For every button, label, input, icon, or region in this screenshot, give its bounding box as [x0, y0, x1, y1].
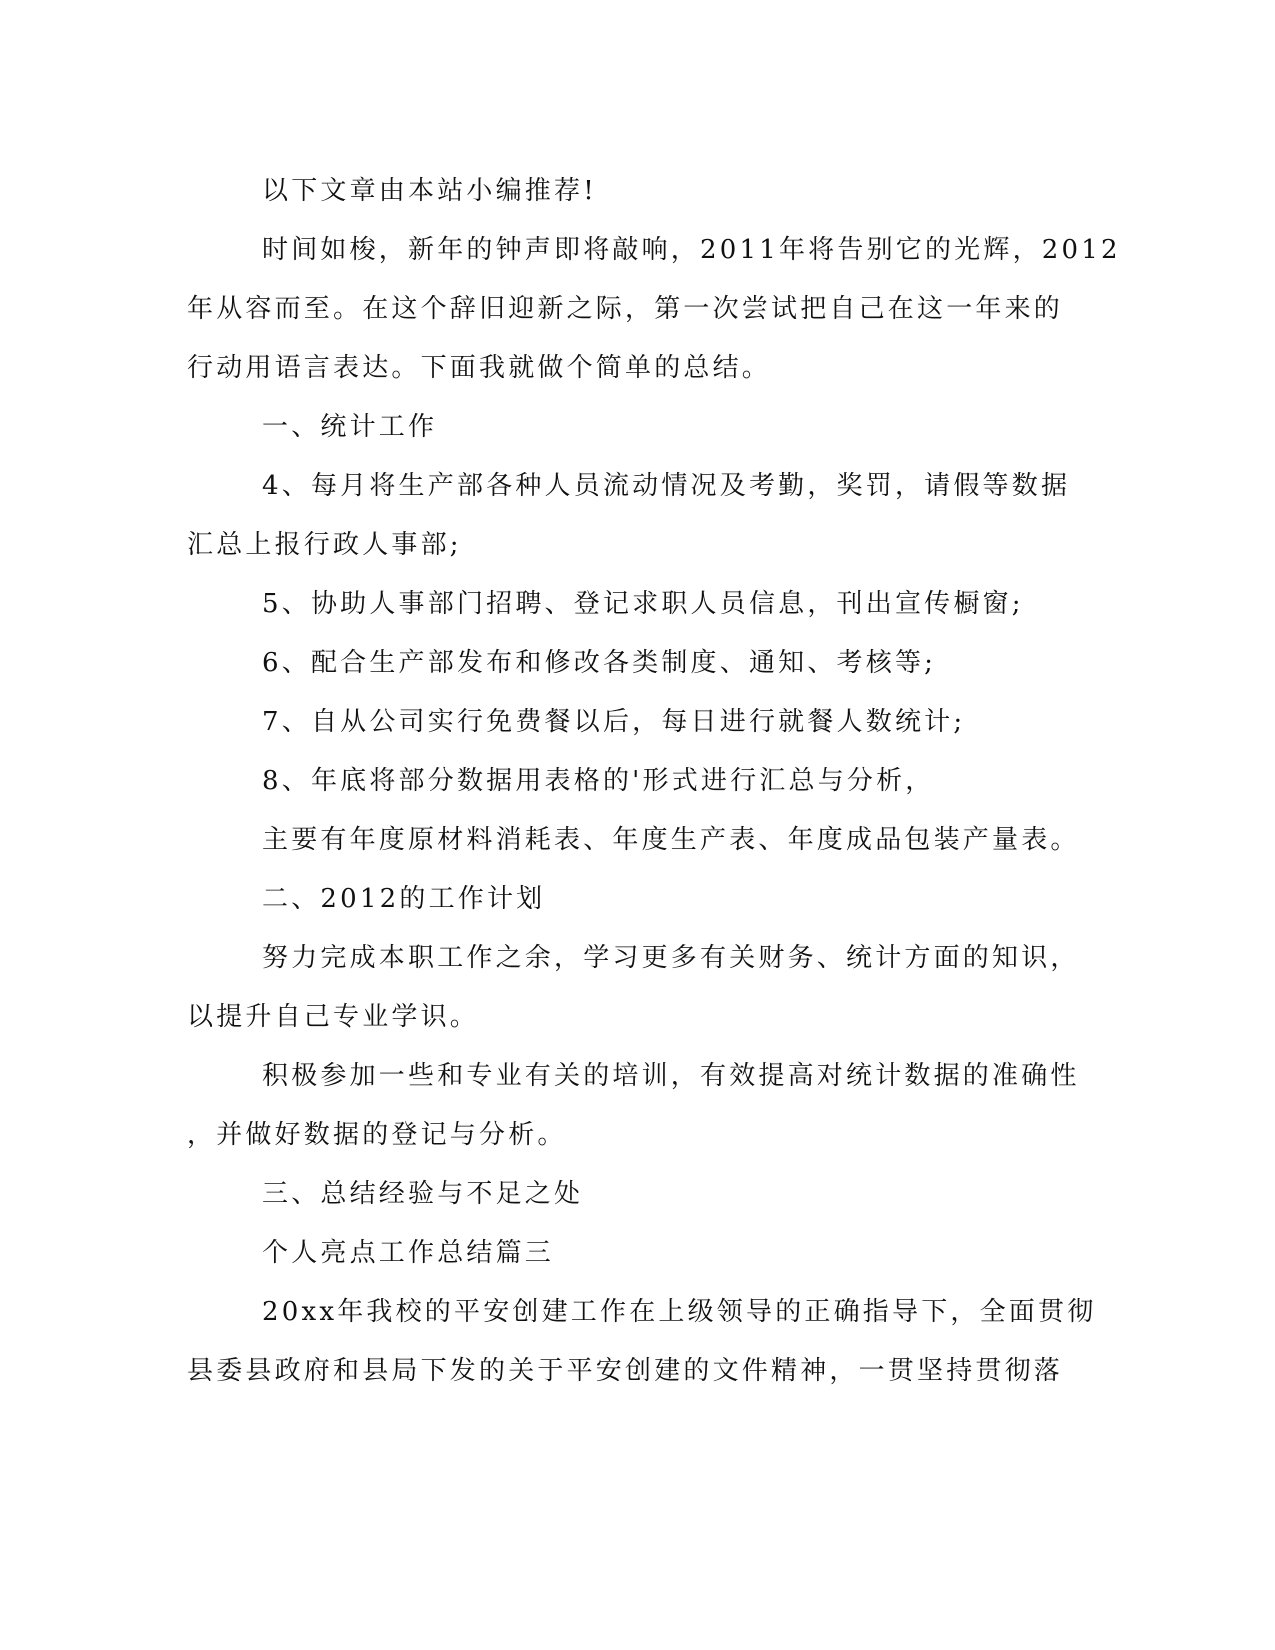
paragraph-line: 时间如梭，新年的钟声即将敲响，2011年将告别它的光辉，2012: [262, 235, 1121, 265]
document-body: [187, 162, 1121, 1401]
paragraph-line: 主要有年度原材料消耗表、年度生产表、年度成品包装产量表。: [262, 825, 1080, 855]
paragraph-line: 县委县政府和县局下发的关于平安创建的文件精神，一贯坚持贯彻落: [187, 1356, 1064, 1386]
paragraph-line: 以提升自己专业学识。: [187, 1002, 480, 1032]
section-heading: 二、2012的工作计划: [262, 884, 546, 914]
list-item-line: 5、协助人事部门招聘、登记求职人员信息，刊出宣传橱窗;: [262, 589, 1024, 619]
list-item-line: 7、自从公司实行免费餐以后，每日进行就餐人数统计;: [262, 707, 966, 737]
list-item-line: 汇总上报行政人事部;: [187, 530, 462, 560]
paragraph-line: 努力完成本职工作之余，学习更多有关财务、统计方面的知识，: [262, 943, 1080, 973]
intro-line: 以下文章由本站小编推荐!: [262, 176, 597, 206]
paragraph-line: 20xx年我校的平安创建工作在上级领导的正确指导下，全面贯彻: [262, 1297, 1097, 1327]
article-title: 个人亮点工作总结篇三: [262, 1238, 555, 1268]
section-heading: 一、统计工作: [262, 412, 438, 442]
list-item-line: 6、配合生产部发布和修改各类制度、通知、考核等;: [262, 648, 937, 678]
paragraph-line: 年从容而至。在这个辞旧迎新之际，第一次尝试把自己在这一年来的: [187, 294, 1064, 324]
list-item-line: 8、年底将部分数据用表格的'形式进行汇总与分析，: [262, 766, 935, 796]
list-item-line: 4、每月将生产部各种人员流动情况及考勤，奖罚，请假等数据: [262, 471, 1071, 501]
paragraph-line: 行动用语言表达。下面我就做个简单的总结。: [187, 353, 772, 383]
paragraph-line: ，并做好数据的登记与分析。: [187, 1120, 567, 1150]
section-heading: 三、总结经验与不足之处: [262, 1179, 584, 1209]
paragraph-line: 积极参加一些和专业有关的培训，有效提高对统计数据的准确性: [262, 1061, 1080, 1091]
